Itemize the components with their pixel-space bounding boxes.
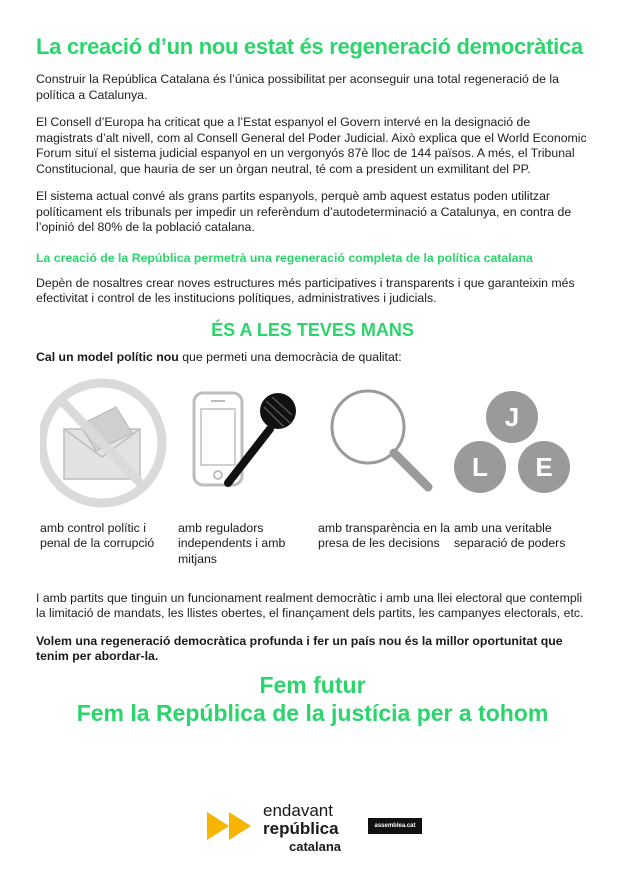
- icons-row: [36, 371, 589, 521]
- prohibited-envelope-icon: [40, 371, 170, 511]
- logo-line2: república: [263, 819, 339, 838]
- page-title: La creació d’un nou estat és regeneració democràtica: [36, 34, 583, 59]
- assembly-badge: assemblea.cat: [368, 818, 422, 834]
- hands-heading: ÉS A LES TEVES MANS: [211, 319, 414, 340]
- model-line-bold: Cal un model polític nou: [36, 349, 179, 364]
- intro-paragraph: Construir la República Catalana és l’única possibilitat per aconseguir una total regeneració de la política a Catalunya.: [36, 72, 559, 102]
- slogan-republica: Fem la República de la justícia per a tohom: [76, 699, 549, 726]
- logo-line1: endavant: [263, 801, 333, 820]
- endavant-logo: [263, 802, 341, 856]
- phone-microphone-icon: [178, 371, 308, 511]
- section-subheading: La creació de la República permetrà una regeneració completa de la política catalana: [36, 250, 533, 265]
- slogan-fem-futur: Fem futur: [259, 671, 366, 698]
- jle-circles-icon: [448, 371, 578, 511]
- jle-letter-j: J: [504, 401, 520, 432]
- caption-regulators: amb reguladors independents i amb mitjans: [178, 520, 286, 566]
- caption-transparency: amb transparència en la presa de les decisions: [318, 520, 450, 550]
- captions-row: [36, 521, 589, 577]
- magnifying-glass-icon: [320, 371, 450, 511]
- caption-corruption: amb control polític i penal de la corrupció: [40, 520, 155, 550]
- council-paragraph: El Consell d’Europa ha criticat que a l’Estat espanyol el Govern intervé en la designació de magistrats d’alt nivell, com al Consell General del Poder Judicial. Això explica que el World Economic Forum situï el sistema judicial espanyol en un vergonyós 87è lloc de 144 països. A més, el Tribunal Constitucional, que hauria de ser un òrgan neutral, té com a president un exmilitant del PP.: [36, 115, 587, 176]
- model-line-rest: que permeti una democràcia de qualitat:: [178, 349, 402, 364]
- closing-paragraph: I amb partits que tinguin un funcionament realment democràtic i amb una llei electoral que contempli la limitació de mandats, les llistes obertes, el finançament dels partits, les campanyes electorals, etc.: [36, 590, 584, 620]
- footer: [0, 796, 625, 856]
- play-arrows-icon: [207, 812, 255, 845]
- jle-letter-l: L: [472, 451, 488, 482]
- logo-line3: catalana: [289, 839, 342, 854]
- final-statement: Volem una regeneració democràtica profunda i fer un país nou és la millor oportunitat que tenim per abordar-la.: [36, 633, 563, 663]
- caption-separation: amb una veritable separació de poders: [454, 520, 566, 550]
- jle-letter-e: E: [535, 451, 553, 482]
- system-paragraph: El sistema actual convé als grans partits espanyols, perquè amb aquest estatus poden utilitzar políticament els tribunals per impedir un referèndum d’autodeterminació a Catalunya, en contra de l’opinió del 80% de la població catalana.: [36, 189, 572, 234]
- model-line: [36, 349, 589, 365]
- structures-paragraph: Depèn de nosaltres crear noves estructures més participatives i transparents i que garanteixin més efectivitat i control de les institucions polítiques, administratives i judicials.: [36, 275, 575, 305]
